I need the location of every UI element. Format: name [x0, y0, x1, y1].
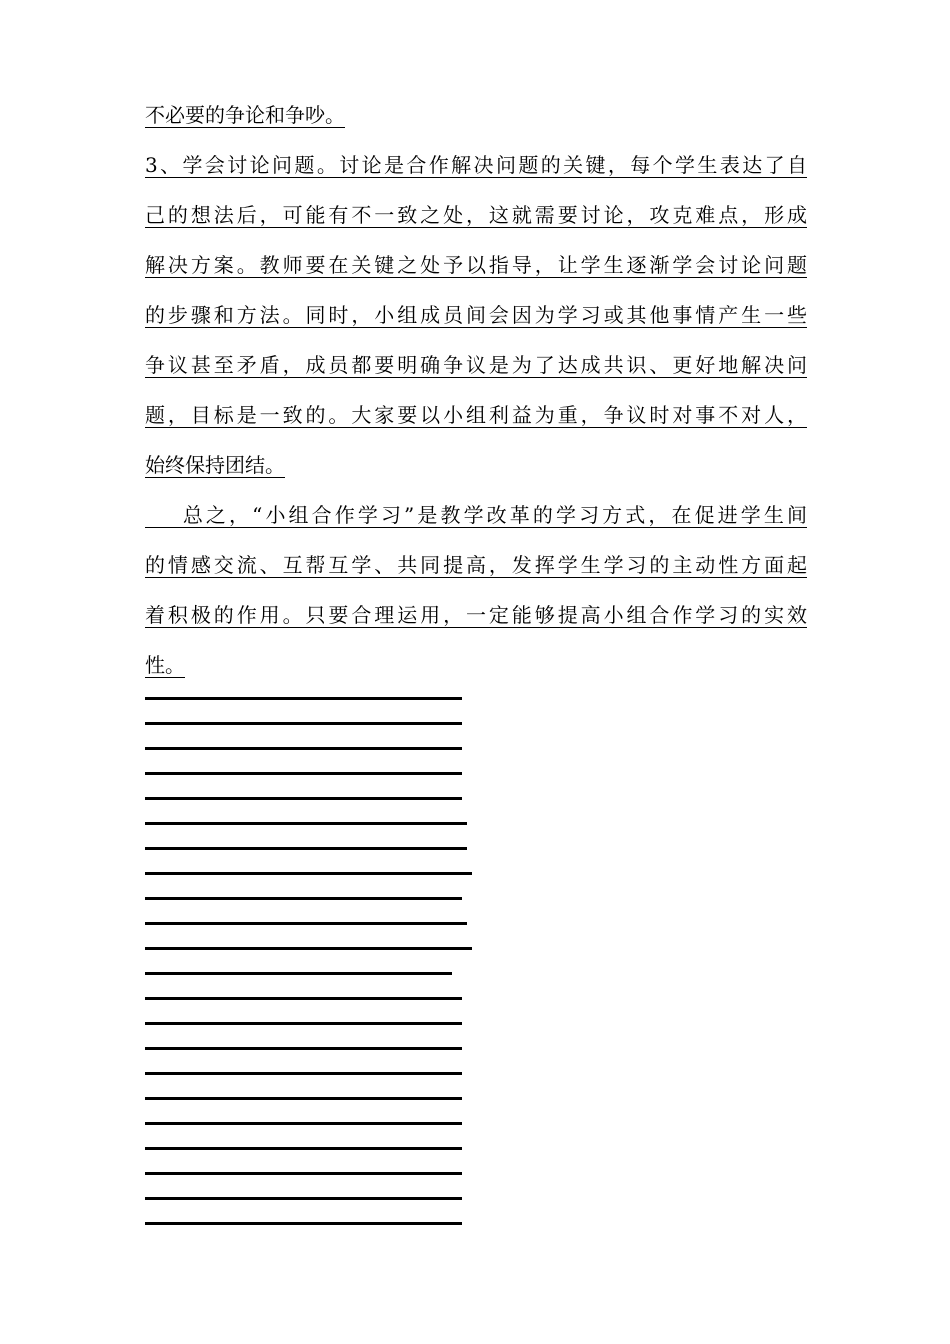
blank-line	[145, 747, 462, 750]
blank-line	[145, 1222, 462, 1225]
blank-line	[145, 697, 462, 700]
text-line: 题，目标是一致的。大家要以小组利益为重，争议时对事不对人，	[145, 403, 807, 427]
body-text	[145, 90, 807, 690]
blank-line	[145, 847, 467, 850]
blank-line	[145, 972, 452, 975]
text-line: 解决方案。教师要在关键之处予以指导，让学生逐渐学会讨论问题	[145, 253, 807, 277]
blank-line	[145, 797, 462, 800]
blank-line	[145, 1172, 462, 1175]
blank-line	[145, 997, 462, 1000]
blank-line	[145, 1022, 462, 1025]
text-line: 己的想法后，可能有不一致之处，这就需要讨论，攻克难点，形成	[145, 203, 807, 227]
text-line: 争议甚至矛盾，成员都要明确争议是为了达成共识、更好地解决问	[145, 353, 807, 377]
blank-line	[145, 1072, 462, 1075]
blank-line	[145, 722, 462, 725]
blank-line	[145, 1047, 462, 1050]
text-line: 始终保持团结。	[145, 453, 285, 477]
blank-line	[145, 822, 467, 825]
blank-line	[145, 1147, 462, 1150]
blank-line	[145, 872, 472, 875]
blank-line	[145, 772, 462, 775]
blank-line	[145, 947, 472, 950]
blank-line	[145, 1097, 462, 1100]
text-line: 总之，“小组合作学习”是教学改革的学习方式，在促进学生间	[145, 503, 807, 527]
blank-line	[145, 1122, 462, 1125]
text-line: 性。	[145, 653, 185, 677]
text-line: 的情感交流、互帮互学、共同提高，发挥学生学习的主动性方面起	[145, 553, 807, 577]
text-line: 的步骤和方法。同时，小组成员间会因为学习或其他事情产生一些	[145, 303, 807, 327]
blank-line	[145, 1197, 462, 1200]
text-line: 着积极的作用。只要合理运用，一定能够提高小组合作学习的实效	[145, 603, 807, 627]
text-line: 不必要的争论和争吵。	[145, 103, 345, 127]
blank-line	[145, 922, 467, 925]
text-line: 3、学会讨论问题。讨论是合作解决问题的关键，每个学生表达了自	[145, 153, 807, 177]
blank-line	[145, 897, 462, 900]
